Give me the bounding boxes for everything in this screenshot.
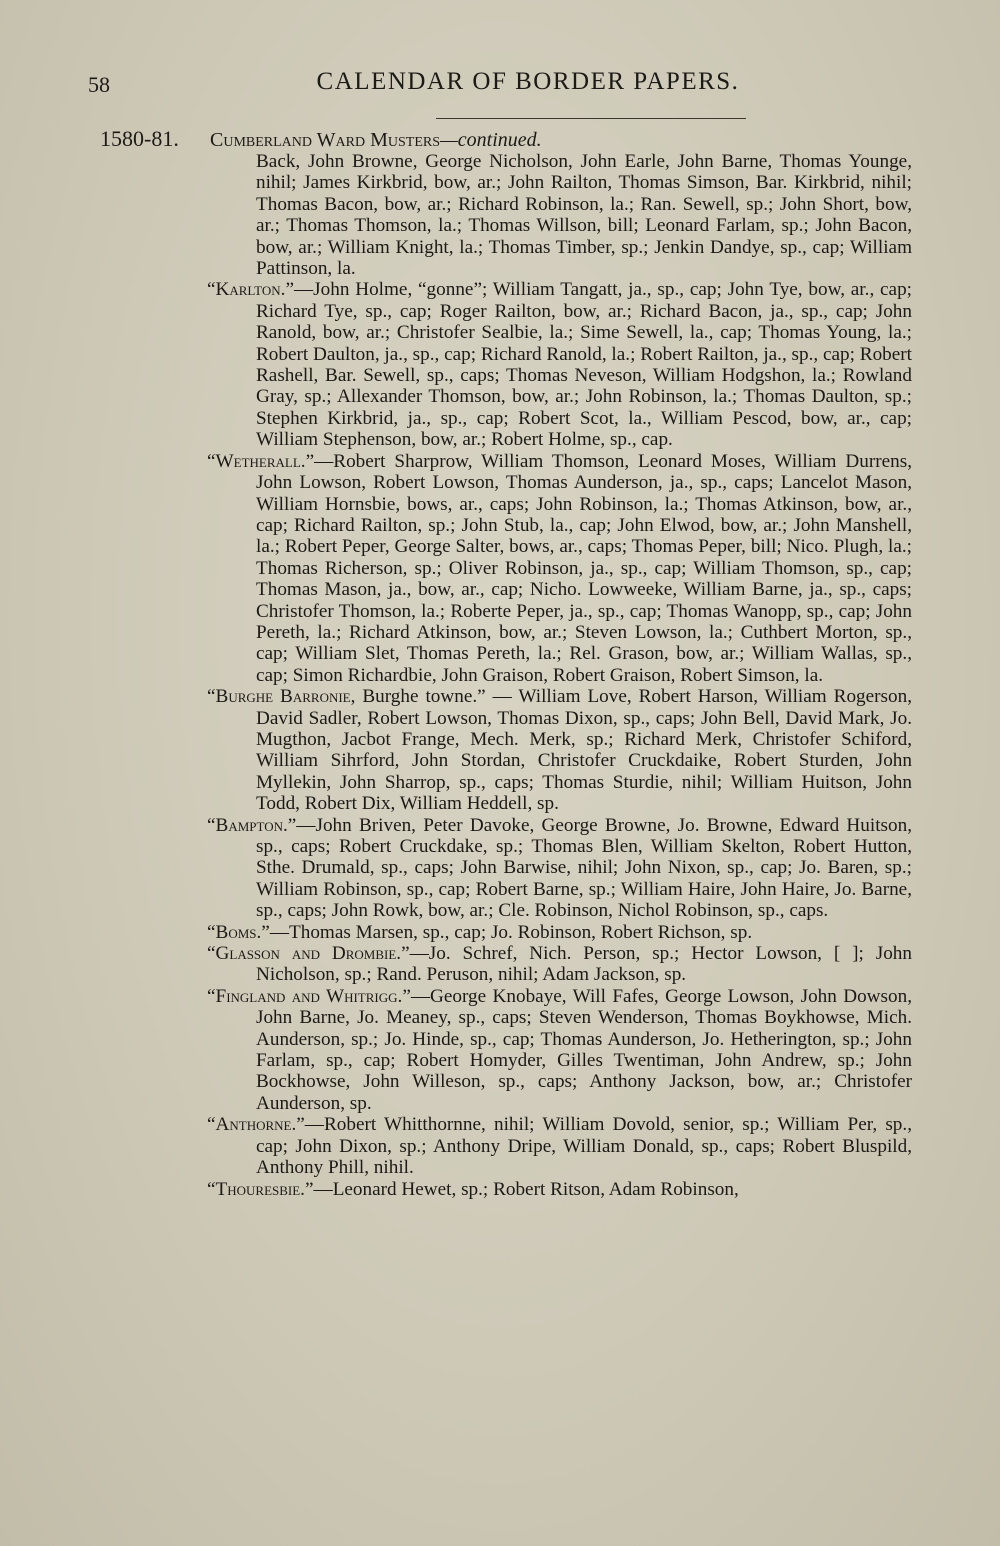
entry-lead: “Burghe Barronie, xyxy=(207,686,356,708)
entry-text: —John Holme, “gonne”; William Tangatt, ja., sp., cap; John Tye, bow, ar., cap; Richard Tye, sp., cap; Roger Railton, bow, ar.; Richard Bacon, ja., sp., cap; John Ranold, bow, ar.; Christofer Sealbie, la.; Sime Sewell, la., cap; Thomas Young, la.; Robert Daulton, ja., sp., cap; Richard Ranold, la.; Robert Railton, ja., sp., cap; Robert Rashell, Bar. Sewell, sp., caps; Thomas Neveson, William Hodgshon, la.; Rowland Gray, sp.; Allexander Thomson, bow, ar.; John Robinson, la.; Thomas Daulton, sp.; Stephen Kirkbrid, ja., sp., cap; Robert Scot, la., William Pescod, bow, ar., cap; William Stephenson, bow, ar.; Robert Holme, sp., cap. xyxy=(256,279,912,451)
entry-wetherall xyxy=(100,451,912,686)
entry-text: Back, John Browne, George Nicholson, John Earle, John Barne, Thomas Younge, nihil; James Kirkbrid, bow, ar.; John Railton, Thomas Simson, Bar. Kirkbrid, nihil; Thomas Bacon, bow, ar.; Richard Robinson, la.; Ran. Sewell, sp.; John Short, bow, ar.; Thomas Thomson, la.; Thomas Willson, bill; Leonard Farlam, sp.; John Bacon, bow, ar.; William Knight, la.; Thomas Timber, sp.; Jenkin Dandye, sp., cap; William Pattinson, la. xyxy=(256,151,912,280)
section-title: Cumberland Ward Musters xyxy=(210,129,440,151)
section-continued: —continued. xyxy=(440,129,542,151)
entry-text: Burghe towne.” — William Love, Robert Harson, William Rogerson, David Sadler, Robert Lowson, Thomas Dixon, sp., caps; John Bell, David Mark, Jo. Mugthon, Jacbot Frange, Mech. Merk, sp.; Richard Merk, Christofer Schiford, William Sihrford, John Stordan, Christofer Cruckdaike, Robert Sturden, John Myllekin, John Sharrop, sp., caps; Thomas Sturdie, nihil; William Huitson, John Todd, Robert Dix, William Heddell, sp. xyxy=(256,686,912,815)
entry-fingland-whitrigg xyxy=(100,986,912,1114)
entry-text: —John Briven, Peter Davoke, George Browne, Jo. Browne, Edward Huitson, sp., caps; Robert Cruckdake, sp.; Thomas Blen, William Skelton, Robert Hutton, Sthe. Drumald, sp., caps; John Barwise, nihil; John Nixon, sp., cap; Jo. Baren, sp.; William Robinson, sp., cap; Robert Barne, sp.; William Haire, John Haire, Jo. Barne, sp., caps; John Rowk, bow, ar.; Cle. Robinson, Nichol Robinson, sp., caps. xyxy=(256,814,912,922)
entry-karlton xyxy=(100,279,912,450)
entry-glasson-drombie xyxy=(100,943,912,986)
running-title: CALENDAR OF BORDER PAPERS. xyxy=(316,68,740,95)
entry-text: —Robert Sharprow, William Thomson, Leonard Moses, William Durrens, John Lowson, Robert Lowson, Thomas Aunderson, ja., sp., caps; Lancelot Mason, William Hornsbie, bows, ar., caps; John Robinson, la.; Thomas Atkinson, bow, ar., cap; Richard Railton, sp.; John Stub, la., cap; John Elwod, bow, ar.; John Manshell, la.; Robert Peper, George Salter, bows, ar., caps; Thomas Peper, bill; Nico. Plugh, la.; Thomas Richerson, sp.; Oliver Robinson, ja., sp., cap; William Thomson, sp., cap; Thomas Mason, ja., bow, ar., cap; Nicho. Lowweeke, William Barne, ja., sp., caps; Christofer Thomson, la.; Roberte Peper, ja., sp., cap; Thomas Wanopp, sp., cap; John Pereth, la.; Richard Atkinson, bow, ar.; Steven Lowson, la.; Cuthbert Morton, sp., cap; William Slet, Thomas Pereth, la.; Rel. Grason, bow, ar.; William Wallas, sp., cap; Simon Richardbie, John Graison, Robert Graison, Robert Simson, la. xyxy=(256,450,912,686)
entry-continued xyxy=(100,151,912,279)
page-header xyxy=(88,62,908,106)
entry-bampton xyxy=(100,815,912,922)
entry-thouresbie xyxy=(100,1179,912,1200)
entry-lead: “Fingland and Whitrigg.” xyxy=(207,985,411,1007)
entry-lead: “Boms.” xyxy=(207,921,270,943)
section-heading xyxy=(100,128,912,151)
entry-lead: “Wetherall.” xyxy=(207,450,315,472)
entry-lead: “Bampton.” xyxy=(207,814,297,836)
entry-lead: “Karlton.” xyxy=(207,279,294,301)
entry-lead: “Glasson and Drombie.” xyxy=(207,943,410,965)
entry-text: —Jo. Schref, Nich. Person, sp.; Hector Lowson, [ ]; John Nicholson, sp.; Rand. Peruson, nihil; Adam Jackson, sp. xyxy=(256,943,912,986)
page-content xyxy=(100,128,912,1200)
entry-burghe-barronie xyxy=(100,686,912,814)
entry-text: —Leonard Hewet, sp.; Robert Ritson, Adam Robinson, xyxy=(313,1178,739,1200)
section-year: 1580-81. xyxy=(100,126,179,151)
header-rule xyxy=(436,118,746,119)
entry-text: —Thomas Marsen, sp., cap; Jo. Robinson, Robert Richson, sp. xyxy=(269,921,753,943)
entry-text: —Robert Whitthornne, nihil; William Dovold, senior, sp.; William Per, sp., cap; John Dixon, sp.; Anthony Dripe, William Donald, sp., caps; Robert Bluspild, Anthony Phill, nihil. xyxy=(256,1114,912,1179)
entry-lead: “Anthorne.” xyxy=(207,1114,305,1136)
page-number: 58 xyxy=(88,72,110,97)
entry-boms xyxy=(100,922,912,943)
entry-anthorne xyxy=(100,1114,912,1178)
entry-text: —George Knobaye, Will Fafes, George Lowson, John Dowson, John Barne, Jo. Meaney, sp., caps; Steven Wenderson, Thomas Boykhowse, Mich. Aunderson, sp.; Jo. Hinde, sp., cap; Thomas Aunderson, Jo. Hetherington, sp.; John Farlam, sp., cap; Robert Homyder, Gilles Twentiman, John Andrew, sp.; John Bockhowse, John Willeson, sp., caps; Anthony Jackson, bow, ar.; Christofer Aunderson, sp. xyxy=(256,985,912,1114)
entry-lead: “Thouresbie.” xyxy=(207,1178,314,1200)
